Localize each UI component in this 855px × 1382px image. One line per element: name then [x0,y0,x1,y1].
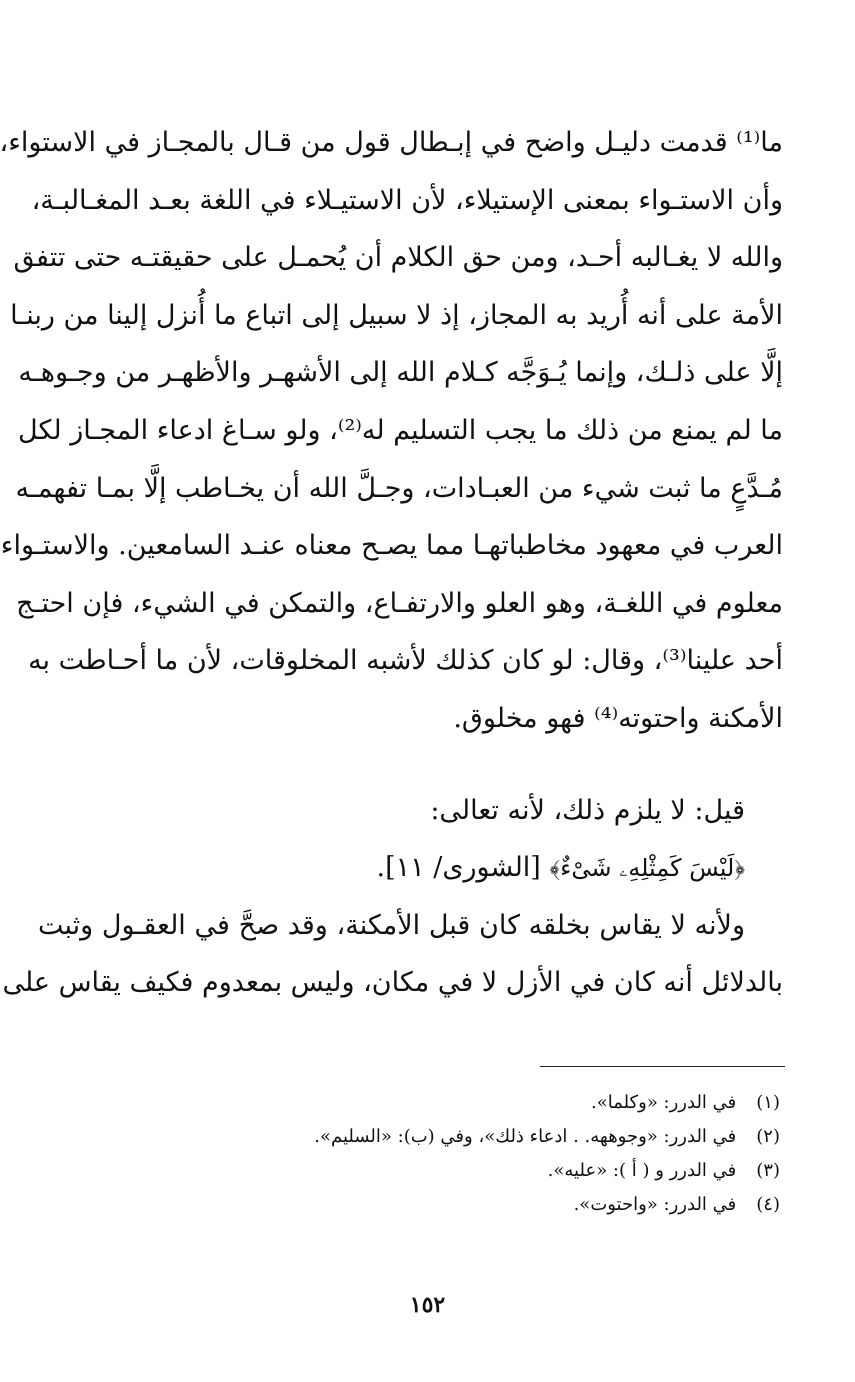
quran-verse-line [38,839,783,897]
text-line: الأمكنة واحتوته⁽⁴⁾ فهو مخلوق. [453,702,783,734]
page-number: ١٥٢ [409,1292,446,1318]
verse-reference: [الشورى/ ١١]. [376,852,541,884]
footnote-number: (٢) [756,1126,780,1147]
footnote [180,1120,780,1154]
footnote [180,1188,780,1222]
footnote-text: في الدرر و ( أ ): «عليه». [547,1160,737,1181]
text-line: ولأنه لا يقاس بخلقه كان قبل الأمكنة، وقد صحَّ في العقـول وثبت [38,909,745,941]
footnote-number: (١) [756,1092,780,1113]
reply-line: قيل: لا يلزم ذلك، لأنه تعالى: [430,794,745,826]
quran-verse: ﴿لَيْسَ كَمِثْلِهِۦ شَىْءٌ﴾ [549,854,745,883]
footnote-text: في الدرر: «واحتوت». [573,1194,737,1215]
paragraph [2,897,783,1012]
text-line: معلوم في اللغـة، وهو العلو والارتفـاع، والتمكن في الشيء، فإن احتـج [16,587,783,619]
footnote [180,1154,780,1188]
paragraph-gap [38,748,783,782]
text-line: مُـدَّعٍ ما ثبت شيء من العبـادات، وجـلَّ الله أن يخـاطب إلَّا بمـا تفهمـه [15,472,783,504]
footnotes [180,1086,780,1222]
text-line: وأن الاستـواء بمعنى الإستيلاء، لأن الاستيـلاء في اللغة بعـد المغـالبـة، [31,184,783,216]
footnote-number: (٣) [756,1160,780,1181]
text-line: بالدلائل أنه كان في الأزل لا في مكان، وليس بمعدوم فكيف يقاس على [2,967,783,999]
text-line: أحد علينا⁽³⁾، وقال: لو كان كذلك لأشبه المخلوقات، لأن ما أحـاطت به [28,645,783,677]
paragraph [0,114,783,748]
text-line: الأمة على أنه أُريد به المجاز، إذ لا سبيل إلى اتباع ما أُنزل إلينا من ربنـا [10,299,783,331]
text-line: ما لم يمنع من ذلك ما يجب التسليم له⁽²⁾، ولو سـاغ ادعاء المجـاز لكل [18,414,783,446]
footnote-separator [540,1066,785,1067]
text-line: ما⁽¹⁾ قدمت دليـل واضح في إبـطال قول من قـال بالمجـاز في الاستواء، [0,127,783,158]
main-text-block [0,114,783,1012]
footnote-text: في الدرر: «وكلما». [590,1092,737,1113]
text-line: إلَّا على ذلـك، وإنما يُـوَجَّه كـلام الله إلى الأشهـر والأظهـر من وجـوهـه [18,357,783,389]
footnote-number: (٤) [756,1194,780,1215]
footnote [180,1086,780,1120]
text-line: العرب في معهود مخاطباتهـا مما يصـح معناه عنـد السامعين. والاستـواء [0,530,783,562]
text-line: والله لا يغـالبه أحـد، ومن حق الكلام أن يُحمـل على حقيقتـه حتى تتفق [13,242,783,274]
footnote-text: في الدرر: «وجوههه. . ادعاء ذلك»، وفي (ب): «السليم». [314,1126,737,1147]
